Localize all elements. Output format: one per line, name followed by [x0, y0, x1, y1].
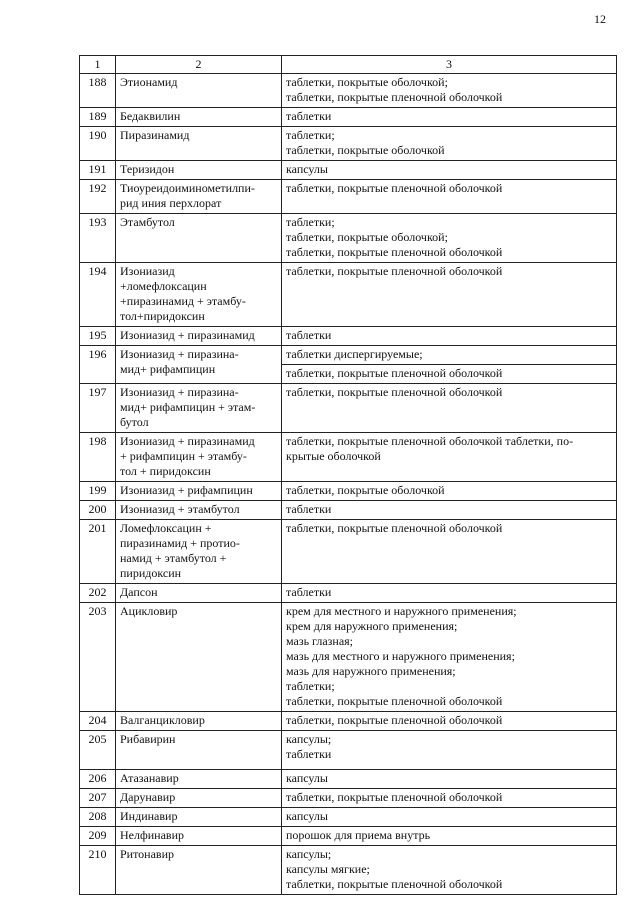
drug-name — [116, 108, 282, 127]
drug-name — [116, 808, 282, 827]
row-number: 209 — [80, 827, 116, 846]
dosage-form-line: таблетки — [286, 328, 332, 342]
dosage-forms — [282, 808, 617, 827]
table-row — [80, 180, 617, 214]
table-row — [80, 501, 617, 520]
row-number: 199 — [80, 482, 116, 501]
dosage-form-line: капсулы мягкие; — [286, 862, 370, 876]
row-number: 206 — [80, 770, 116, 789]
table-row — [80, 74, 617, 108]
drug-name-line: Этамбутол — [120, 215, 175, 229]
dosage-form-line: таблетки; — [286, 679, 335, 693]
dosage-form-line: капсулы — [286, 162, 328, 176]
dosage-forms — [282, 327, 617, 346]
table-row — [80, 770, 617, 789]
drug-name-line: тол+пиридоксин — [120, 309, 205, 323]
drug-name — [116, 827, 282, 846]
drug-name — [116, 731, 282, 770]
row-number: 210 — [80, 846, 116, 895]
drug-name — [116, 74, 282, 108]
dosage-forms — [282, 346, 617, 384]
drug-name-line: мид+ рифампицин + этам- — [120, 400, 256, 414]
drug-name-line: Рибавирин — [120, 732, 176, 746]
row-number: 201 — [80, 520, 116, 584]
table-row — [80, 712, 617, 731]
dosage-form-line: таблетки, покрытые пленочной оболочкой — [286, 264, 503, 278]
dosage-form-line: таблетки, покрытые пленочной оболочкой — [286, 694, 503, 708]
dosage-form-line: таблетки; — [286, 215, 335, 229]
row-number: 188 — [80, 74, 116, 108]
drug-name-line: Пиразинамид — [120, 128, 190, 142]
dosage-form-line: капсулы; — [286, 847, 332, 861]
dosage-form-line: таблетки, покрытые пленочной оболочкой таблетки, по- — [286, 434, 574, 448]
dosage-forms — [282, 74, 617, 108]
row-number: 200 — [80, 501, 116, 520]
row-number: 202 — [80, 584, 116, 603]
dosage-form-line: таблетки — [286, 109, 332, 123]
row-number: 196 — [80, 346, 116, 384]
dosage-forms — [282, 712, 617, 731]
drug-name-line: рид иния перхлорат — [120, 196, 222, 210]
table-row — [80, 482, 617, 501]
dosage-forms — [282, 770, 617, 789]
row-number: 190 — [80, 127, 116, 161]
dosage-forms — [282, 384, 617, 433]
row-number: 197 — [80, 384, 116, 433]
drug-name — [116, 180, 282, 214]
drug-name-line: Ломефлоксацин + — [120, 521, 212, 535]
table-row — [80, 433, 617, 482]
dosage-form-line: таблетки, покрытые пленочной оболочкой — [282, 364, 616, 383]
drug-name — [116, 127, 282, 161]
drug-name-line: Бедаквилин — [120, 109, 181, 123]
dosage-forms — [282, 501, 617, 520]
drug-name-line: +ломефлоксацин — [120, 279, 207, 293]
row-number: 204 — [80, 712, 116, 731]
table-row — [80, 603, 617, 712]
table-header-row — [80, 56, 617, 74]
dosage-form-line: таблетки — [286, 747, 332, 761]
drug-name — [116, 263, 282, 327]
row-number: 191 — [80, 161, 116, 180]
dosage-form-line: таблетки, покрытые пленочной оболочкой — [286, 181, 503, 195]
table-row — [80, 108, 617, 127]
row-number: 193 — [80, 214, 116, 263]
drug-name — [116, 603, 282, 712]
drug-name — [116, 482, 282, 501]
header-col-1: 1 — [80, 56, 116, 74]
drug-name-line: Индинавир — [120, 809, 178, 823]
table-row — [80, 827, 617, 846]
drug-name — [116, 327, 282, 346]
drug-name — [116, 346, 282, 384]
dosage-forms — [282, 161, 617, 180]
dosage-form-line: крем для наружного применения; — [286, 619, 458, 633]
drug-name-line: Изониазид + рифампицин — [120, 483, 253, 497]
dosage-form-line: таблетки — [286, 502, 332, 516]
row-number: 207 — [80, 789, 116, 808]
table-row — [80, 127, 617, 161]
drug-name — [116, 770, 282, 789]
drug-name-line: Нелфинавир — [120, 828, 185, 842]
row-number: 192 — [80, 180, 116, 214]
header-col-2: 2 — [116, 56, 282, 74]
dosage-form-line: таблетки, покрытые оболочкой; — [286, 230, 448, 244]
row-number: 189 — [80, 108, 116, 127]
dosage-forms — [282, 214, 617, 263]
drug-name-line: Валганцикловир — [120, 713, 205, 727]
table-row — [80, 346, 617, 384]
dosage-forms — [282, 827, 617, 846]
drug-name-line: Атазанавир — [120, 771, 179, 785]
table-row — [80, 846, 617, 895]
dosage-form-line: таблетки, покрытые пленочной оболочкой — [286, 790, 503, 804]
dosage-form-line: капсулы — [286, 809, 328, 823]
table-row — [80, 808, 617, 827]
drug-name-line: Дапсон — [120, 585, 158, 599]
dosage-form-line: крем для местного и наружного применения; — [286, 604, 517, 618]
drug-name-line: Тиоуреидоиминометилпи- — [120, 181, 255, 195]
table-row — [80, 214, 617, 263]
drug-name — [116, 789, 282, 808]
dosage-form-line: таблетки, покрытые пленочной оболочкой — [286, 521, 503, 535]
row-number: 208 — [80, 808, 116, 827]
table-row — [80, 520, 617, 584]
dosage-form-line: таблетки, покрытые пленочной оболочкой — [286, 385, 503, 399]
drug-name — [116, 214, 282, 263]
drug-name-line: Изониазид + пиразина- — [120, 347, 239, 361]
dosage-forms — [282, 789, 617, 808]
dosage-forms — [282, 180, 617, 214]
table-row — [80, 584, 617, 603]
dosage-forms — [282, 482, 617, 501]
drug-name-line: пиридоксин — [120, 566, 182, 580]
drug-name-line: + рифампицин + этамбу- — [120, 449, 247, 463]
dosage-forms — [282, 520, 617, 584]
row-number: 205 — [80, 731, 116, 770]
dosage-form-line: мазь для местного и наружного применения; — [286, 649, 515, 663]
dosage-form-line: таблетки, покрытые оболочкой — [286, 483, 445, 497]
drug-name-line: Дарунавир — [120, 790, 176, 804]
table-row — [80, 789, 617, 808]
drug-name — [116, 433, 282, 482]
dosage-forms — [282, 433, 617, 482]
dosage-form-line: таблетки; — [286, 128, 335, 142]
dosage-form-line: таблетки, покрытые пленочной оболочкой — [286, 713, 503, 727]
dosage-form-line: таблетки, покрытые пленочной оболочкой — [286, 877, 503, 891]
table-row — [80, 384, 617, 433]
drug-name — [116, 520, 282, 584]
dosage-forms — [282, 108, 617, 127]
dosage-forms — [282, 127, 617, 161]
dosage-form-line: капсулы; — [286, 732, 332, 746]
drug-name-line: Изониазид + этамбутол — [120, 502, 240, 516]
page-number: 12 — [594, 12, 606, 26]
dosage-forms — [282, 603, 617, 712]
dosage-form-line: таблетки, покрытые пленочной оболочкой — [286, 90, 503, 104]
drug-name-line: мид+ рифампицин — [120, 362, 216, 376]
dosage-forms — [282, 263, 617, 327]
drug-name-line: бутол — [120, 415, 149, 429]
row-number: 198 — [80, 433, 116, 482]
row-number: 203 — [80, 603, 116, 712]
header-col-3: 3 — [282, 56, 617, 74]
drug-name-line: +пиразинамид + этамбу- — [120, 294, 246, 308]
drug-name-line: намид + этамбутол + — [120, 551, 227, 565]
drug-name-line: Изониазид + пиразинамид — [120, 434, 255, 448]
dosage-form-line: таблетки — [286, 585, 332, 599]
dosage-form-line: таблетки диспергируемые; — [286, 347, 423, 361]
dosage-form-line: капсулы — [286, 771, 328, 785]
drug-name — [116, 712, 282, 731]
drug-name-line: Этионамид — [120, 75, 178, 89]
dosage-form-line: таблетки, покрытые оболочкой — [286, 143, 445, 157]
dosage-form-line: крытые оболочкой — [286, 449, 381, 463]
table-row — [80, 731, 617, 770]
row-number: 194 — [80, 263, 116, 327]
drug-name — [116, 161, 282, 180]
dosage-form-line: порошок для приема внутрь — [286, 828, 431, 842]
drug-name-line: тол + пиридоксин — [120, 464, 211, 478]
drug-name-line: Изониазид — [120, 264, 175, 278]
drug-table — [79, 55, 617, 895]
dosage-form-line: таблетки, покрытые оболочкой; — [286, 75, 448, 89]
dosage-form-line: мазь глазная; — [286, 634, 354, 648]
dosage-form-line: таблетки, покрытые пленочной оболочкой — [286, 245, 503, 259]
row-number: 195 — [80, 327, 116, 346]
table-row — [80, 263, 617, 327]
dosage-forms — [282, 846, 617, 895]
table-row — [80, 327, 617, 346]
drug-name-line: Теризидон — [120, 162, 175, 176]
dosage-forms — [282, 584, 617, 603]
drug-name-line: пиразинамид + протио- — [120, 536, 240, 550]
dosage-form-line: мазь для наружного применения; — [286, 664, 456, 678]
dosage-forms — [282, 731, 617, 770]
table-row — [80, 161, 617, 180]
drug-name — [116, 501, 282, 520]
drug-name — [116, 384, 282, 433]
drug-name-line: Изониазид + пиразина- — [120, 385, 239, 399]
drug-name-line: Ацикловир — [120, 604, 178, 618]
drug-name — [116, 584, 282, 603]
drug-name — [116, 846, 282, 895]
drug-name-line: Ритонавир — [120, 847, 175, 861]
drug-name-line: Изониазид + пиразинамид — [120, 328, 255, 342]
